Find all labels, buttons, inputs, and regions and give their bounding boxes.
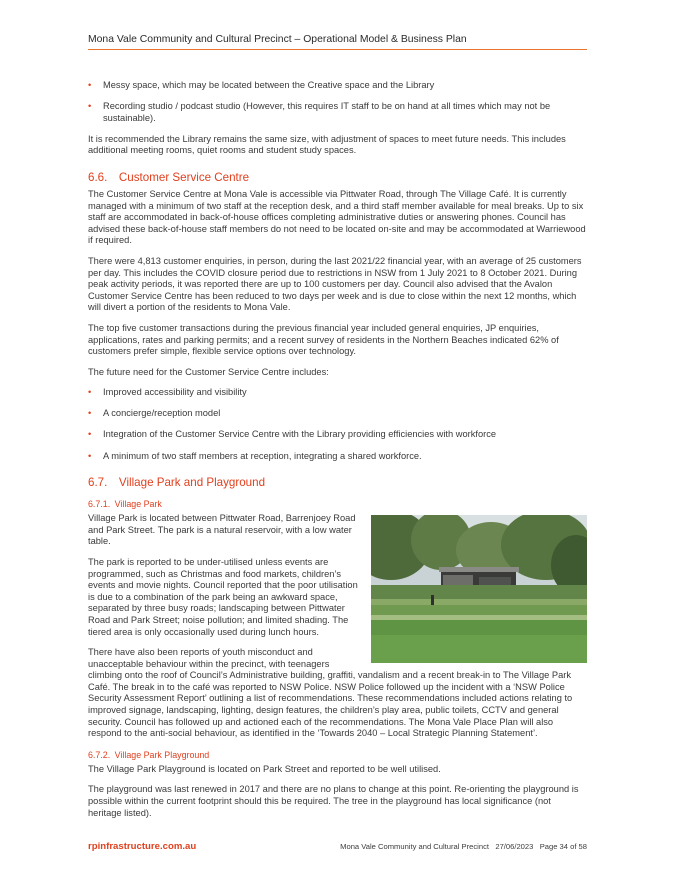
subsection-heading-playground: 6.7.2. Village Park Playground (88, 749, 210, 760)
section-heading-customer-service: 6.6. Customer Service Centre (88, 170, 250, 184)
bullet-icon: • (88, 429, 92, 440)
paragraph: The playground was last renewed in 2017 and there are no plans to change at this point. Re-orienting the playground is possible within the current footprint should this be required. The tree in the playground has local significance (not heritage listed). (88, 784, 579, 818)
footer-date: 27/06/2023 (495, 842, 534, 851)
list-item: • Improved accessibility and visibility (88, 387, 247, 398)
header-divider (88, 49, 587, 50)
park-scene-image (371, 515, 587, 663)
footer-doc-title: Mona Vale Community and Cultural Precinct (340, 842, 489, 851)
bullet-icon: • (88, 387, 92, 398)
future-need-bullet-list (88, 387, 587, 462)
intro-bullet-list (88, 80, 587, 124)
list-item: • A minimum of two staff members at reception, integrating a shared workforce. (88, 450, 422, 461)
paragraph: The Customer Service Centre at Mona Vale is accessible via Pittwater Road, through The Village Café. It is currently managed with a minimum of two staff at the reception desk, and a third staff member available for meal breaks. Up to six staff are accommodated in back-of-house offices completing administrative duties or answering phones. Council has advised these back-of-house staff members do not need to be located on-site and may be accommodated at Warriewood if required. (88, 188, 586, 246)
list-item: • Integration of the Customer Service Centre with the Library providing efficiencies with workforce (88, 429, 497, 440)
paragraph: The Village Park Playground is located on Park Street and reported to be well utilised. (88, 763, 441, 774)
list-item: • Messy space, which may be located between the Creative space and the Library (88, 80, 435, 90)
subsection-heading-village-park: 6.7.1. Village Park (88, 499, 162, 510)
main-content (88, 80, 587, 828)
section-heading-village-park: 6.7. Village Park and Playground (88, 476, 266, 490)
paragraph: The top five customer transactions during the previous financial year included general enquiries, JP enquiries, applications, rates and parking permits; and a recent survey of residents in the Northern Beaches indicated 62% of customers prefer simple, flexible service options over technology. (88, 322, 559, 357)
footer-page-number: Page 34 of 58 (539, 842, 587, 851)
list-item: • Recording studio / podcast studio (However, this requires IT staff to be on hand at all times which may not be sustainable). (88, 101, 551, 123)
bullet-icon: • (88, 80, 92, 90)
header-title: Mona Vale Community and Cultural Precinct – Operational Model & Business Plan (88, 34, 467, 45)
paragraph: The park is reported to be under-utilised unless events are programmed, such as Christmas and food markets, children’s events and movie nights. Council reported that the poor utilisation is due to a combination of the park being an awkward space, separated by three busy roads; landscaping between Pittwater Road and Park Street; noise pollution; and limited shading. The tiered area is only occasionally used during lunch hours. (88, 556, 358, 637)
intro-paragraph: It is recommended the Library remains the same size, with adjustment of spaces to meet future needs. This includes additional meeting rooms, quiet rooms and student study spaces. (88, 133, 566, 156)
bullet-icon: • (88, 450, 92, 461)
bullet-icon: • (88, 408, 92, 419)
bullet-icon: • (88, 101, 92, 112)
footer-website-link[interactable]: rpinfrastructure.com.au (88, 841, 197, 852)
paragraph: There have also been reports of youth misconduct and unacceptable behaviour within the precinct, with teenagers climbing onto the roof of Council’s Administrative building, graffiti, vandalism and a recent break-in to The Village Park Café. The break in to the café was reported to NSW Police. NSW Police followed up the incident with a ‘NSW Police Security Assessment Report’ outlining a list of recommendations. These recommendations included actions relating to improved signage, landscaping, lighting, design features, the children’s play area, public toilets, CCTV and general security. Council has followed up and actioned each of the recommendations. The Mona Vale Place Plan will also respond to the anti-social behaviour, as identified in the ‘Towards 2040 – Local Strategic Planning Statement’. (88, 647, 573, 739)
paragraph: There were 4,813 customer enquiries, in person, during the last 2021/22 financial year, with an average of 25 customers per day. This includes the COVID closure period due to restrictions in NSW from 1 July 2021 to 8 October 2021. During peak activity periods, it was reported there are up to 100 customers per day. Council also advised that the Avalon Customer Service Centre has been reduced to two days per week and is due to close within the next 12 months, which will divert a portion of the residents to Mona Vale. (88, 255, 582, 313)
paragraph: Village Park is located between Pittwater Road, Barrenjoey Road and Park Street. The park is a natural reservoir, with a low water table. (88, 513, 356, 547)
page-footer (88, 841, 587, 855)
paragraph: The future need for the Customer Service Centre includes: (88, 366, 329, 377)
list-item: • A concierge/reception model (88, 408, 221, 419)
footer-info (340, 842, 587, 851)
village-park-photo (371, 515, 587, 663)
